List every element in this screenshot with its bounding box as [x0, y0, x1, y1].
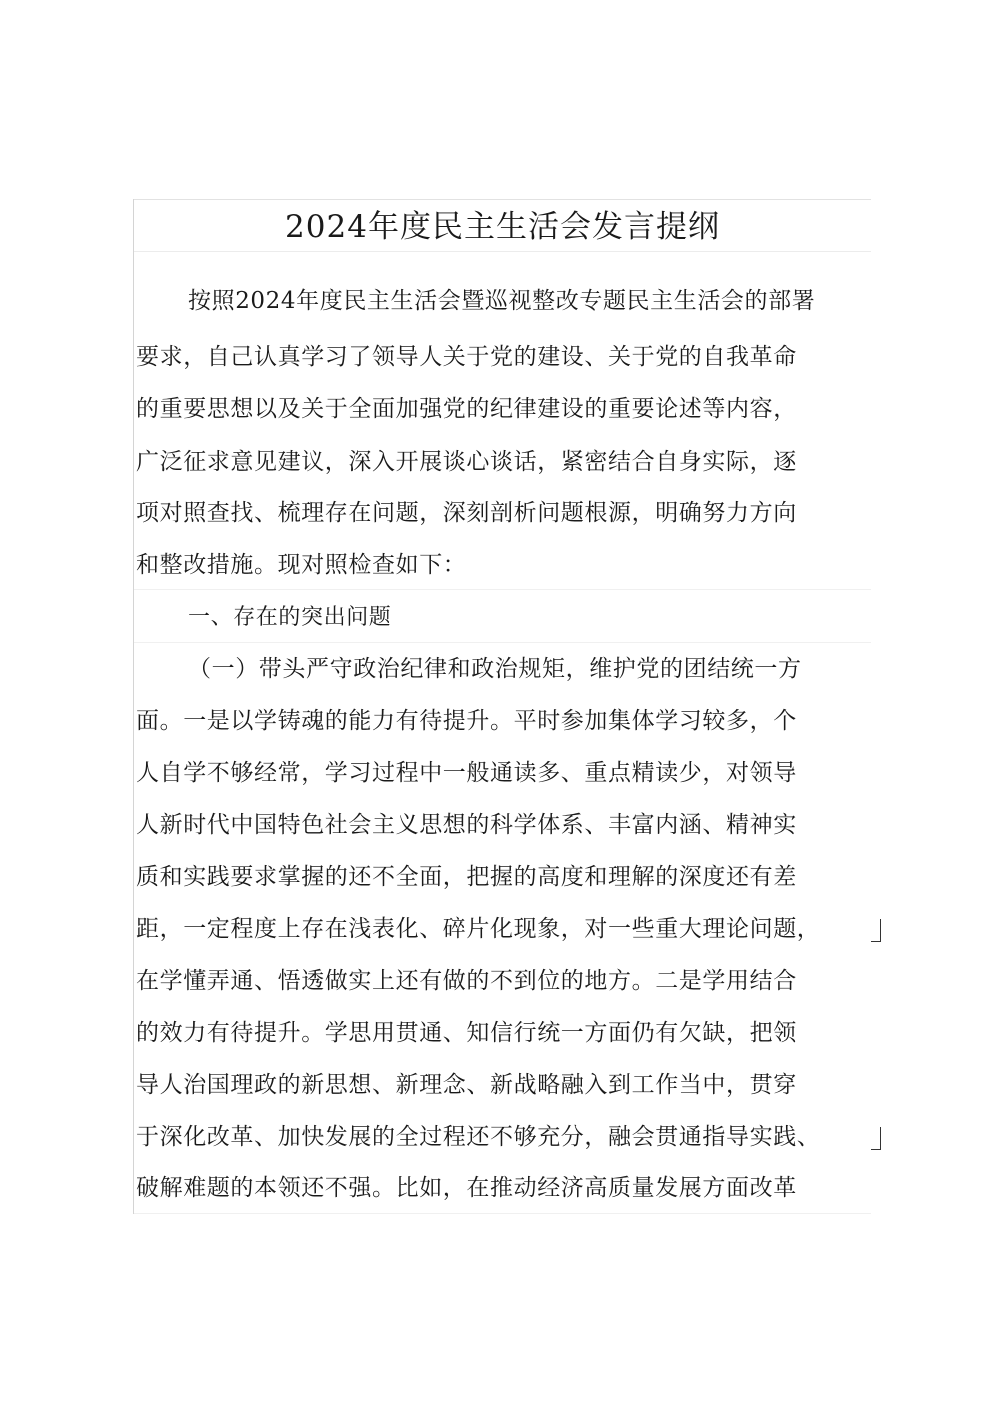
text-body [133, 199, 871, 1214]
paragraph-line: 的重要思想以及关于全面加强党的纪律建设的重要论述等内容， [136, 396, 797, 422]
paragraph-line: 质和实践要求掌握的还不全面，把握的高度和理解的深度还有差 [136, 864, 797, 890]
line-rule [134, 1213, 871, 1214]
paragraph-line: 的效力有待提升。学思用贯通、知信行统一方面仍有欠缺，把领 [136, 1020, 797, 1046]
section-heading: 一、存在的突出问题 [188, 605, 392, 630]
paragraph-line: 人新时代中国特色社会主义思想的科学体系、丰富内涵、精神实 [136, 812, 797, 838]
line-end-mark [871, 1127, 881, 1150]
document-title: 2024年度民主生活会发言提纲 [134, 199, 871, 252]
line-rule [134, 589, 871, 590]
paragraph-line: 距，一定程度上存在浅表化、碎片化现象，对一些重大理论问题， [136, 916, 821, 942]
paragraph-line: 按照2024年度民主生活会暨巡视整改专题民主生活会的部署 [188, 288, 816, 314]
paragraph-line: （一）带头严守政治纪律和政治规矩，维护党的团结统一方 [188, 656, 802, 682]
paragraph-line: 人自学不够经常，学习过程中一般通读多、重点精读少，对领导 [136, 760, 797, 786]
paragraph-line: 于深化改革、加快发展的全过程还不够充分，融会贯通指导实践、 [136, 1124, 821, 1150]
paragraph-line: 导人治国理政的新思想、新理念、新战略融入到工作当中，贯穿 [136, 1072, 797, 1098]
line-end-mark [871, 919, 881, 942]
paragraph-line: 破解难题的本领还不强。比如，在推动经济高质量发展方面改革 [136, 1175, 797, 1201]
paragraph-line: 要求，自己认真学习了领导人关于党的建设、关于党的自我革命 [136, 344, 797, 370]
paragraph-line: 和整改措施。现对照检查如下： [136, 552, 467, 578]
line-rule [134, 642, 871, 643]
paragraph-line: 在学懂弄通、悟透做实上还有做的不到位的地方。二是学用结合 [136, 968, 797, 994]
paragraph-line: 项对照查找、梳理存在问题，深刻剖析问题根源，明确努力方向 [136, 500, 797, 526]
paragraph-line: 广泛征求意见建议，深入开展谈心谈话，紧密结合自身实际，逐 [136, 449, 797, 475]
paragraph-line: 面。一是以学铸魂的能力有待提升。平时参加集体学习较多，个 [136, 708, 797, 734]
